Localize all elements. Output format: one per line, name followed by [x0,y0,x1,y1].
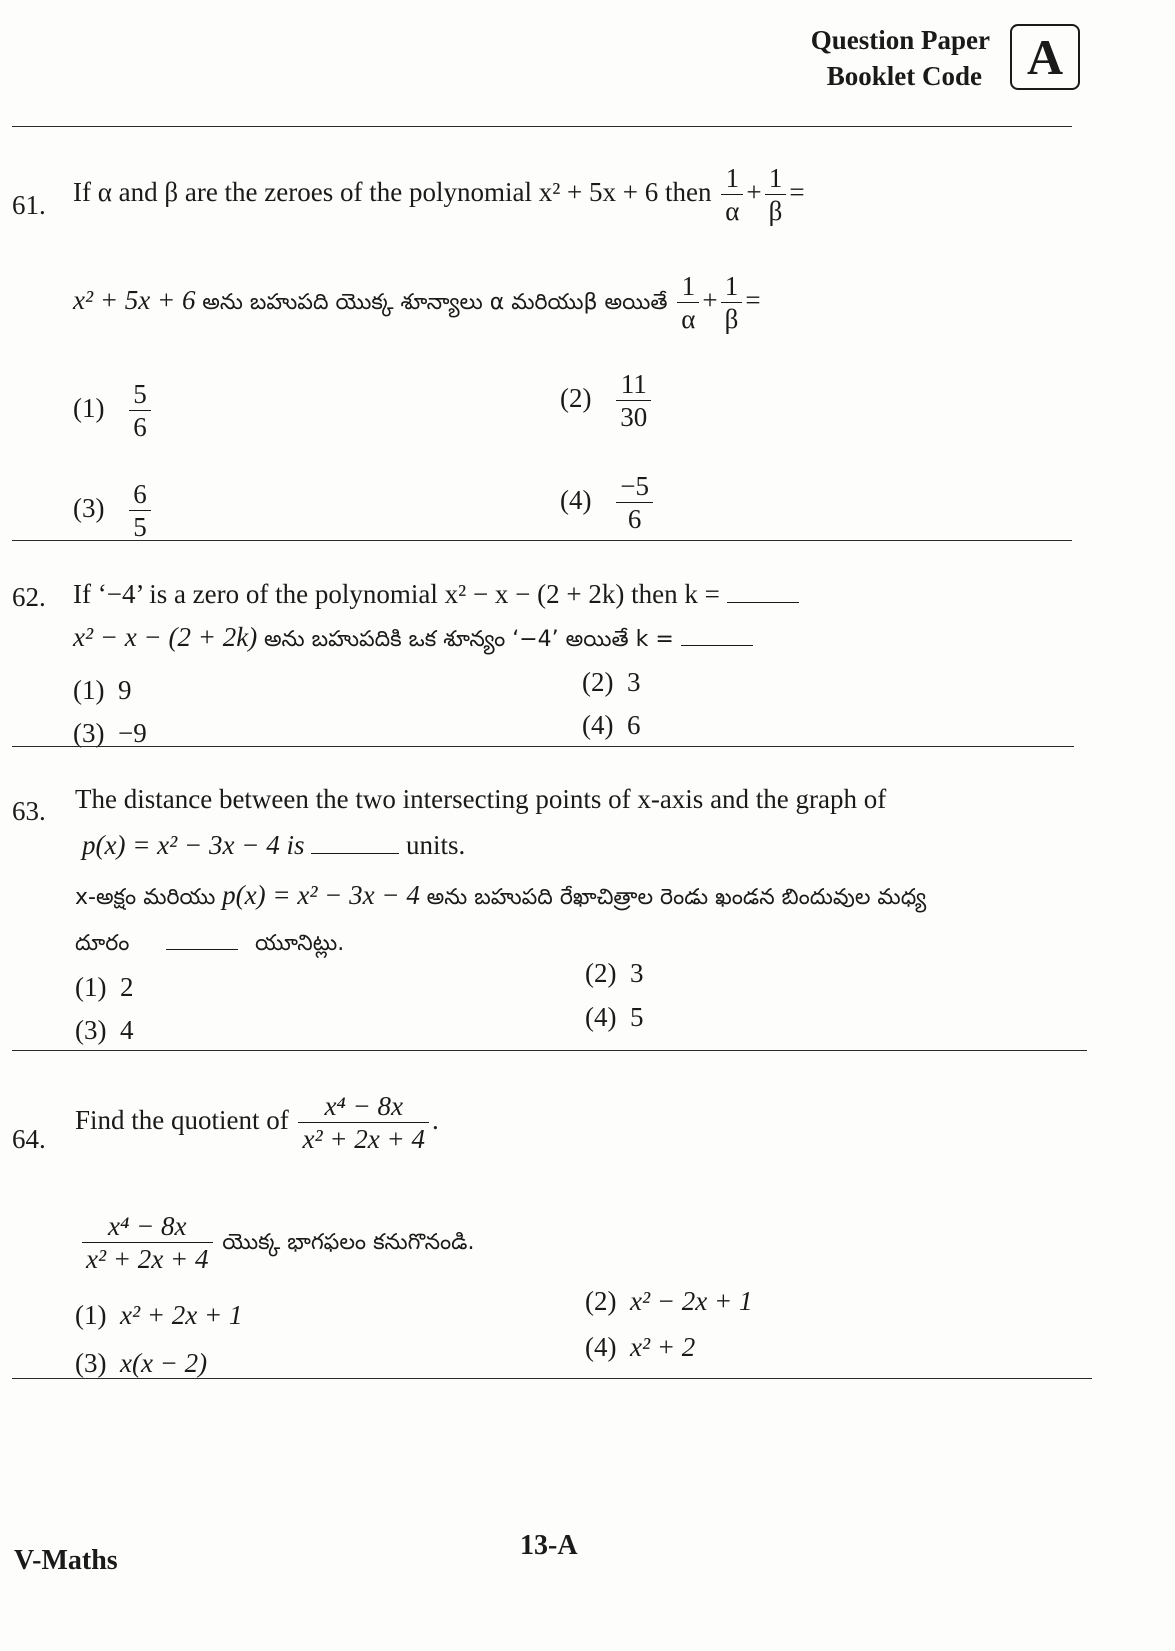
quotient-fraction: $\frac{\text{x⁴ − 8x}}{\text{x² + 2x + 4}}$ [298,1090,429,1156]
answer-blank [681,645,753,646]
fraction-1-over-alpha: $\frac{1}{\alpha}$ [677,270,699,336]
option-fraction: $\frac{-5}{6}$ [616,470,653,536]
question-text-en-line-1: The distance between the two intersecting points of x-axis and the graph of [75,784,887,814]
divider [12,1378,1092,1379]
question-text-te: $\frac{\text{x⁴ − 8x}}{\text{x² + 2x + 4}}$ యొక్క భాగఫలం కనుగొనండి. [82,1210,474,1276]
question-text-en: If α and β are the zeroes of the polynomial x² + 5x + 6 then $\frac{1}{\alpha}$ + $\frac{1}{\beta}$ = [73,163,805,227]
option-3[interactable]: (3) −9 [73,718,147,748]
divider [12,1050,1087,1051]
question-text-te: x² + 5x + 6 అను బహుపది యొక్క శూన్యాలు α మరియుβ అయితే $\frac{1}{\alpha}$ + $\frac{1}{\beta}$ = [73,271,761,335]
option-4[interactable]: (4) 6 [582,710,641,740]
option-2[interactable]: (2) 3 [585,958,644,988]
option-fraction: $\frac{5}{6}$ [129,378,151,444]
question-number: 61. [12,190,46,220]
question-number: 62. [12,582,46,612]
question-text-te-line-2: దూరం యూనిట్లు. [75,931,345,956]
option-2[interactable]: (2) x² − 2x + 1 [585,1286,753,1316]
fraction-1-over-beta: $\frac{1}{\beta}$ [721,270,743,336]
answer-blank [166,949,238,950]
polynomial-expression: x² − x − (2 + 2k) [73,622,258,652]
fraction-1-over-alpha: $\frac{1}{\alpha}$ [721,162,743,228]
question-number: 63. [12,796,46,826]
answer-blank [311,853,399,854]
telugu-text: అను బహుపది యొక్క శూన్యాలు α మరియుβ అయితే [202,290,668,316]
option-2[interactable]: (2) $\frac{11}{30}$ [560,368,654,434]
question-text-te-line-1: x-అక్షం మరియు p(x) = x² − 3x − 4 అను బహుపది రేఖాచిత్రాల రెండు ఖండన బిందువుల మధ్య [75,880,927,910]
divider [12,746,1074,747]
answer-blank [727,602,799,603]
option-4[interactable]: (4) x² + 2 [585,1332,696,1362]
question-text-en: Find the quotient of $\frac{\text{x⁴ − 8x}}{\text{x² + 2x + 4}}$ . [75,1091,439,1155]
fraction-1-over-beta: $\frac{1}{\beta}$ [765,162,787,228]
footer-subject: V-Maths [14,1545,118,1576]
header-rule [12,126,1072,127]
option-1[interactable]: (1) x² + 2x + 1 [75,1300,243,1330]
question-text-te [73,622,753,657]
option-3[interactable]: (3) x(x − 2) [75,1348,208,1378]
option-2[interactable]: (2) 3 [582,667,641,697]
question-number: 64. [12,1124,46,1154]
option-4[interactable]: (4) 5 [585,1002,644,1032]
option-4[interactable]: (4) $\frac{-5}{6}$ [560,470,656,536]
option-1[interactable]: (1) 9 [73,675,132,705]
question-text-en-line-2: p(x) = x² − 3x − 4 is units. [82,830,466,860]
option-1[interactable]: (1) $\frac{5}{6}$ [73,378,154,444]
header-line-2: Booklet Code [826,61,982,91]
option-1[interactable]: (1) 2 [75,972,134,1002]
divider [12,540,1072,541]
quotient-fraction: $\frac{\text{x⁴ − 8x}}{\text{x² + 2x + 4}}$ [82,1210,213,1276]
header-line-1: Question Paper [810,25,990,55]
option-3[interactable]: (3) $\frac{6}{5}$ [73,478,154,544]
question-text: If α and β are the zeroes of the polynomial x² + 5x + 6 then [73,177,712,208]
option-fraction: $\frac{6}{5}$ [129,478,151,544]
booklet-code-box: A [1010,24,1080,90]
page-number: 13-A [520,1530,578,1561]
telugu-text: అను బహుపదికి ఒక శూన్యం ‘−4’ అయితే k = [263,627,674,652]
polynomial-expression: x² + 5x + 6 [73,285,196,316]
question-text-en: If ‘−4’ is a zero of the polynomial x² − x − (2 + 2k) then k = [73,579,799,610]
option-3[interactable]: (3) 4 [75,1015,134,1045]
option-fraction: $\frac{11}{30}$ [616,368,651,434]
